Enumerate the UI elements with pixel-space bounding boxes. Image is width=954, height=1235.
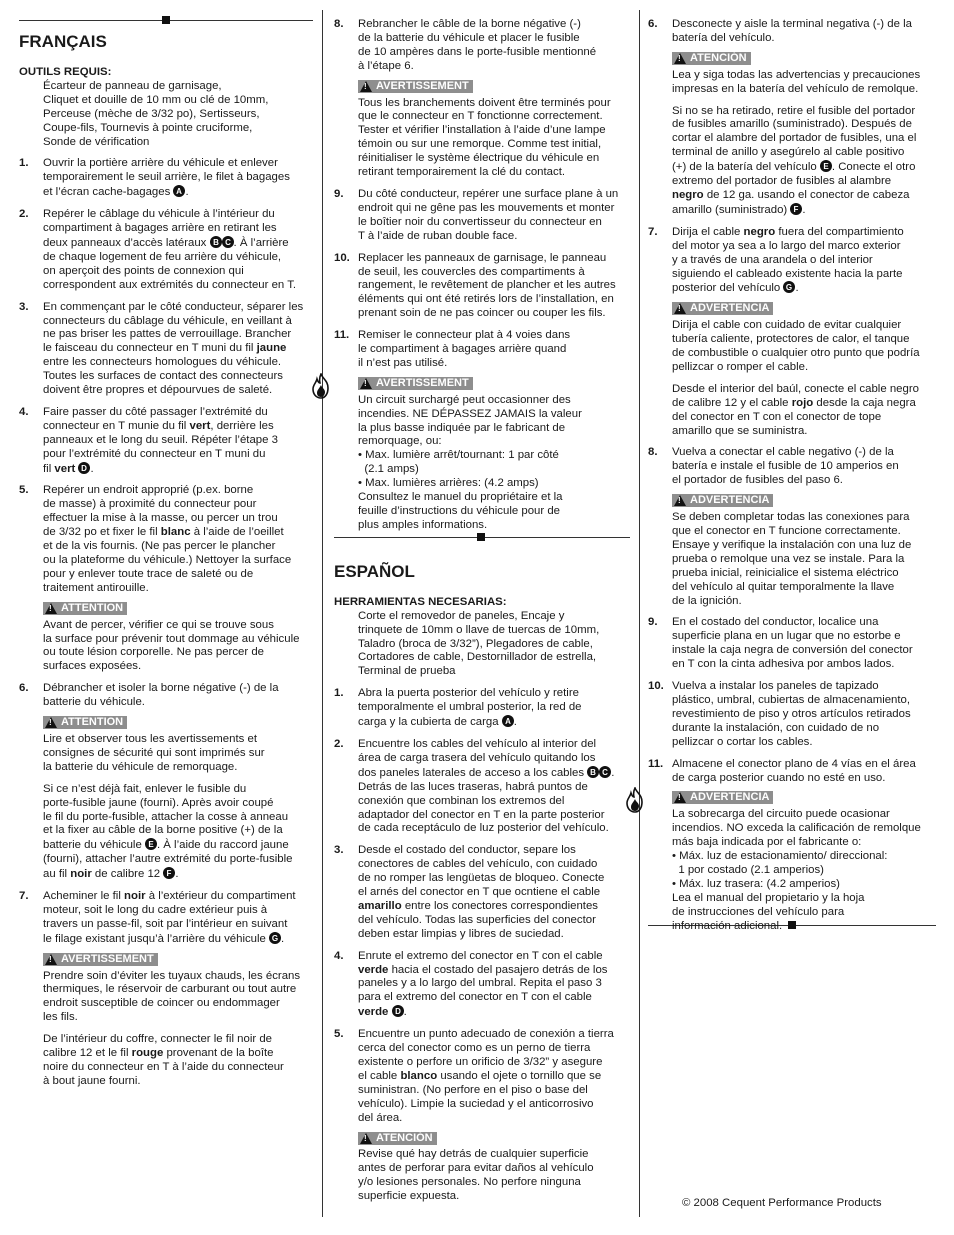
step-5: 5. Repérer un endroit approprié (p.ex. borne de masse) à proximité du connecteur pour effectuer la mise à la masse, ou percer un trou de 3/32 po et fixer le fil blanc à l’aide de l’oeillet et de la vis fournis. (Ne pas percer le plancher ou la plateforme du véhicule.) Nettoyer la surface pour y enlever toute trace de saleté ou de traitement antirouille. — [19, 484, 292, 594]
step-6: 6. Desconecte y aisle la terminal negativa (-) de la batería del vehículo. — [648, 18, 912, 44]
column-divider — [322, 10, 323, 1217]
warning-label: ! ADVERTENCIA — [672, 494, 773, 507]
svg-text:E: E — [823, 162, 829, 172]
warning-label: ! ATTENTION — [43, 716, 127, 729]
svg-text:F: F — [793, 204, 799, 214]
column-divider — [639, 10, 640, 1217]
step-4: 4. Faire passer du côté passager l’extrémité du connecteur en T munie du fil vert, derrière les panneaux et le long du seuil. Répéter l’étape 3 pour l’extrémité du connecteur en T muni du fil vert D . — [19, 405, 278, 475]
step-6: 6. Débrancher et isoler la borne négative (-) de la batterie du véhicule. — [19, 682, 279, 709]
svg-text:E: E — [148, 840, 154, 850]
callout-e-icon — [145, 838, 157, 850]
step-1: 1. Abra la puerta posterior del vehículo y retire temporalmente el umbral posterior, la red de carga y la cubierta de carga A . — [334, 687, 582, 729]
step-2: 2. Encuentre los cables del vehículo al interior del área de carga trasera del vehículo quitando los dos paneles laterales de acceso a los cables B C . Detrás de las luces traseras, habrá puntos de conexión que combinan los extremos del adaptador del conector en T en la parte posterior de cada receptáculo de luz posterior del vehículo. — [334, 737, 615, 835]
step-9: 9. En el costado del conductor, localice una superficie plana en un lugar que no estorbe e instale la caja negra de conversión del conector en T con la cinta adhesiva por ambos lados. — [648, 616, 913, 671]
caution-block: ! ATENCIÓN Lea y siga todas las advertencias y precauciones impresas en la batería del vehículo de remolque. Si no se ha retirado, retire el fusible del portador de fusibles amarillo (suministrado). Después de cortar el alambre del portador de fusibles, una el terminal de anillo y asegúrelo al cable positivo (+) de la batería del vehículo E . Conecte el otro extremo del portador de fusibles al alambre negro de 12 ga. usando el conector de cabeza amarillo (suministrado) F . — [648, 46, 936, 218]
tools-heading: HERRAMIENTAS NECESARIAS: — [334, 595, 507, 608]
section-title-french: FRANÇAIS — [19, 32, 107, 51]
callout-a-icon — [173, 185, 185, 197]
warning-block: ! ADVERTENCIA Dirija el cable con cuidado de evitar cualquier tubería caliente, protectores de calor, el tanque de combustible o cualquier otro punto que podría pellizcar o romper el cable. Desde el interior del baúl, conecte el cable negro de calibre 12 y el cable rojo desde la caja negra del conector en T con el conector de tope amarillo que se suministra. — [648, 296, 936, 438]
warning-label: ! ATTENTION — [43, 602, 127, 615]
step-7: 7. Dirija el cable negro fuera del compartimiento del motor ya sea a lo largo del marco exterior y a través de una arandela o del interior siguiendo el cableado existente hacia la parte posterior del vehículo G . — [648, 225, 904, 295]
svg-text:C: C — [602, 767, 609, 777]
warning-icon — [45, 954, 57, 965]
warning-label: ! ADVERTENCIA — [672, 302, 773, 315]
caution-block: ! ATTENTION Lire et observer tous les avertissements et consignes de sécurité qui sont imprimés sur la batterie du véhicule de remorquage. Si ce n’est déjà fait, enlever le fusible du porte-fusible jaune (fourni). Après avoir coupé le fil du porte-fusible, attacher la cosse à anneau et la fixer au câble de la borne positive (+) de la batterie du véhicule E . À l’aide du raccord jaune (fourni), attacher l’autre extrémité du porte-fusible au fil noir de calibre 12 F . — [19, 710, 313, 882]
svg-text:F: F — [166, 869, 172, 879]
warning-block: ! AVERTISSEMENT Prendre soin d’éviter les tuyaux chauds, les écrans thermiques, le réservoir de carburant ou tout autre endroit susceptible de coincer ou endommager les fils. De l’intérieur du coffre, connecter le fil noir de calibre 12 et le fil rouge provenant de la boîte noire du connecteur en T à l’aide du connecteur à bout jaune fourni. — [19, 947, 313, 1089]
step-3: 3. Desde el costado del conductor, separe los conectores de cables del vehículo, con cuidado de no romper las lengüetas de bloqueo. Conecte el arnés del conector en T que ocntiene el cable amarillo entre los conectores correspondientes del vehículo. Todas las superficies del conector deben estar limpias y libres de suciedad. — [334, 844, 605, 940]
warning-icon — [674, 792, 686, 803]
svg-text:G: G — [786, 283, 793, 293]
svg-text:B: B — [590, 767, 597, 777]
warning-icon — [674, 303, 686, 314]
svg-text:A: A — [176, 187, 183, 197]
callout-g-icon — [269, 932, 281, 944]
step-10: 10. Vuelva a instalar los paneles de tapizado plástico, umbral, cubiertas de almacenamiento, revestimiento de piso y otros artículos retirados durante la instalación, con cuidado de no pellizcar o cortar los cables. — [648, 680, 911, 748]
step-11: 11. Remiser le connecteur plat à 4 voies dans le compartiment à bagages arrière quand il n’est pas utilisé. — [334, 329, 571, 369]
warning-label: ! ADVERTENCIA — [672, 791, 773, 804]
step-8: 8. Vuelva a conectar el cable negativo (-) de la batería e instale el fusible de 10 amperios en el portador de fusibles del paso 6. — [648, 446, 899, 487]
step-2: 2. Repérer le câblage du véhicule à l’intérieur du compartiment à bagages arrière en retirant les deux panneaux d’accès latéraux B C . À l’arrière de chaque logement de feu arrière du véhicule, on aperçoit des points de connexion qui correspondent aux extrémités du connecteur en T. — [19, 208, 297, 291]
warning-icon — [45, 603, 57, 614]
warning-label: ! AVERTISSEMENT — [43, 953, 158, 966]
step-10: 10. Replacer les panneaux de garnisage, le panneau de seuil, les couvercles des compartiments à rangement, le revêtement de plancher et les autres éléments qui ont été retirés lors de l’installation, en prenant soin de ne pas coincer ou couper les fils. — [334, 251, 616, 320]
callout-f-icon — [163, 867, 175, 879]
svg-text:A: A — [504, 717, 511, 727]
warning-block: ! AVERTISSEMENT Tous les branchements doivent être terminés pour que le connecteur en T fonctionne correctement. Tester et vérifier l’installation à l’aide d’une lampe témoin ou sur une remorque. Comme test initial, réinitialiser le système électrique du véhicule en retirant temporairement la clé du contact. — [334, 74, 630, 180]
warning-label: ! AVERTISSEMENT — [358, 80, 473, 93]
warning-icon — [45, 717, 57, 728]
step-1: 1. Ouvrir la portière arrière du véhicule et enlever temporairement le seuil arrière, le filet à bagages et l’écran cache-bagages A . — [19, 157, 290, 199]
warning-icon — [674, 495, 686, 506]
tools-heading: OUTILS REQUIS: — [19, 66, 112, 78]
callout-a-icon — [502, 715, 514, 727]
callout-f-icon — [790, 203, 802, 215]
warning-icon — [360, 378, 372, 389]
callout-bc-icon — [587, 766, 611, 778]
step-11: 11. Almacene el conector plano de 4 vías en el área de carga posterior cuando no esté en uso. — [648, 757, 916, 784]
warning-icon — [360, 1133, 372, 1144]
warning-block: ! ADVERTENCIA Se deben completar todas las conexiones para que el conector en T funcione correctamente. Ensaye y verifique la instalación con una luz de prueba o remolque una vez se instale. Para la prueba inicial, reinicialice el sistema eléctrico del vehículo al quitar temporalmente la llave de la ignición. — [648, 488, 936, 608]
step-7: 7. Acheminer le fil noir à l’extérieur du compartiment moteur, soit le long du cadre extérieur puis à travers un passe-fil, soit par l’intérieur en suivant le filage existant jusqu’à l’arrière du véhicule G . — [19, 890, 296, 945]
warning-label: ! ATENCIÓN — [358, 1132, 437, 1145]
french-column — [19, 32, 313, 1089]
tools-list: Écarteur de panneau de garnisage, Cliquet et douille de 10 mm ou clé de 10mm, Perceuse (mèche de 3/32 po), Sertisseurs, Coupe-fils, Tournevis à pointe cruciforme, Sonde de vérification — [43, 79, 269, 148]
warning-label: ! AVERTISSEMENT — [358, 377, 473, 390]
copyright-footer: © 2008 Cequent Performance Products — [682, 1197, 882, 1209]
fire-warning-block: ! AVERTISSEMENT Un circuit surchargé peut occasionner des incendies. NE DÉPASSEZ JAMAIS la valeur la plus basse indiquée par le fabricant de remorquage, ou: • Max. lumière arrêt/tournant: 1 par côté (2.1 amps) • Max. lumières arrières: (4.2 amps) Consultez le manuel du propriétaire et la feuille d’instructions du véhicule pour de plus amples informations. — [334, 371, 630, 533]
caution-block: ! ATENCIÓN Revise qué hay detrás de cualquier superficie antes de perforar para evitar daños al vehículo y/o lesiones personales. No perfore ninguna superficie expuesta. — [334, 1126, 630, 1205]
fire-warning-block: ! ADVERTENCIA La sobrecarga del circuito puede ocasionar incendios. NO exceda la calificación de remolque más baja indicada por el fabricante o: • Máx. luz de estacionamiento/ direccional: 1 por costado (2.1 amperios) • Máx. luz trasera: (4.2 amperios) Lea el manual del propietario y la hoja de instrucciones del vehículo para información adicional. — [648, 785, 936, 933]
section-rule — [19, 20, 313, 21]
fire-icon — [310, 373, 332, 399]
callout-g-icon — [783, 281, 795, 293]
callout-bc-icon — [210, 236, 234, 248]
step-5: 5. Encuentre un punto adecuado de conexión a tierra cerca del conector como es un perno de tierra existente o perfore un orificio de 3/32” y asegure el cable blanco usando el ojete o tornillo que se suministran. (No perfore en el piso o base del vehículo). Limpie la suciedad y el anticorrosivo del área. — [334, 1028, 614, 1124]
svg-text:G: G — [271, 933, 279, 943]
svg-text:B: B — [212, 237, 219, 247]
caution-block: ! ATTENTION Avant de percer, vérifier ce qui se trouve sous la surface pour prévenir tout dommage au véhicule ou toute lésion corporelle. Ne pas percer de surfaces exposées. — [19, 596, 313, 675]
warning-icon — [360, 81, 372, 92]
warning-icon — [674, 53, 686, 64]
step-8: 8. Rebrancher le câble de la borne négative (-) de la batterie du véhicule et placer le fusible de 10 ampères dans le porte-fusible mentionné à l’étape 6. — [334, 18, 597, 72]
section-title-spanish: ESPAÑOL — [334, 561, 415, 581]
svg-text:C: C — [224, 237, 231, 247]
callout-e-icon — [820, 160, 832, 172]
step-9: 9. Du côté conducteur, repérer une surface plane à un endroit qui ne gêne pas les mouvements et monter le boîtier noir du convertisseur du connecteur en T à l’aide de ruban double face. — [334, 187, 619, 242]
step-4: 4. Enrute el extremo del conector en T con el cable verde hacia el costado del pasajero detrás de los paneles y a lo largo del umbral. Repita el paso 3 para el extremo del conector en T con el cable verde D . — [334, 949, 608, 1019]
tools-list: Corte el removedor de paneles, Encaje y trinquete de 10mm o llave de tuercas de 10mm, Taladro (broca de 3/32”), Plegadores de cable, Cortadores de cable, Destornillador de estrella, Terminal de prueba — [358, 609, 600, 678]
step-3: 3. En commençant par le côté conducteur, séparer les connecteurs du câblage du véhicule, en veillant à ne pas briser les pattes de verrouillage. Brancher le faisceau du connecteur en T muni du fil jaune entre les connecteurs homologues du véhicule. Toutes les surfaces de contact des connecteurs doivent être propres et dépourvues de saleté. — [19, 300, 304, 397]
callout-d-icon — [78, 462, 90, 474]
callout-d-icon — [392, 1005, 404, 1017]
svg-text:D: D — [81, 463, 88, 473]
right-column — [648, 11, 936, 933]
middle-column — [334, 11, 630, 1204]
warning-label: ! ATENCIÓN — [672, 52, 751, 65]
svg-text:D: D — [394, 1007, 401, 1017]
fire-icon — [624, 787, 646, 813]
